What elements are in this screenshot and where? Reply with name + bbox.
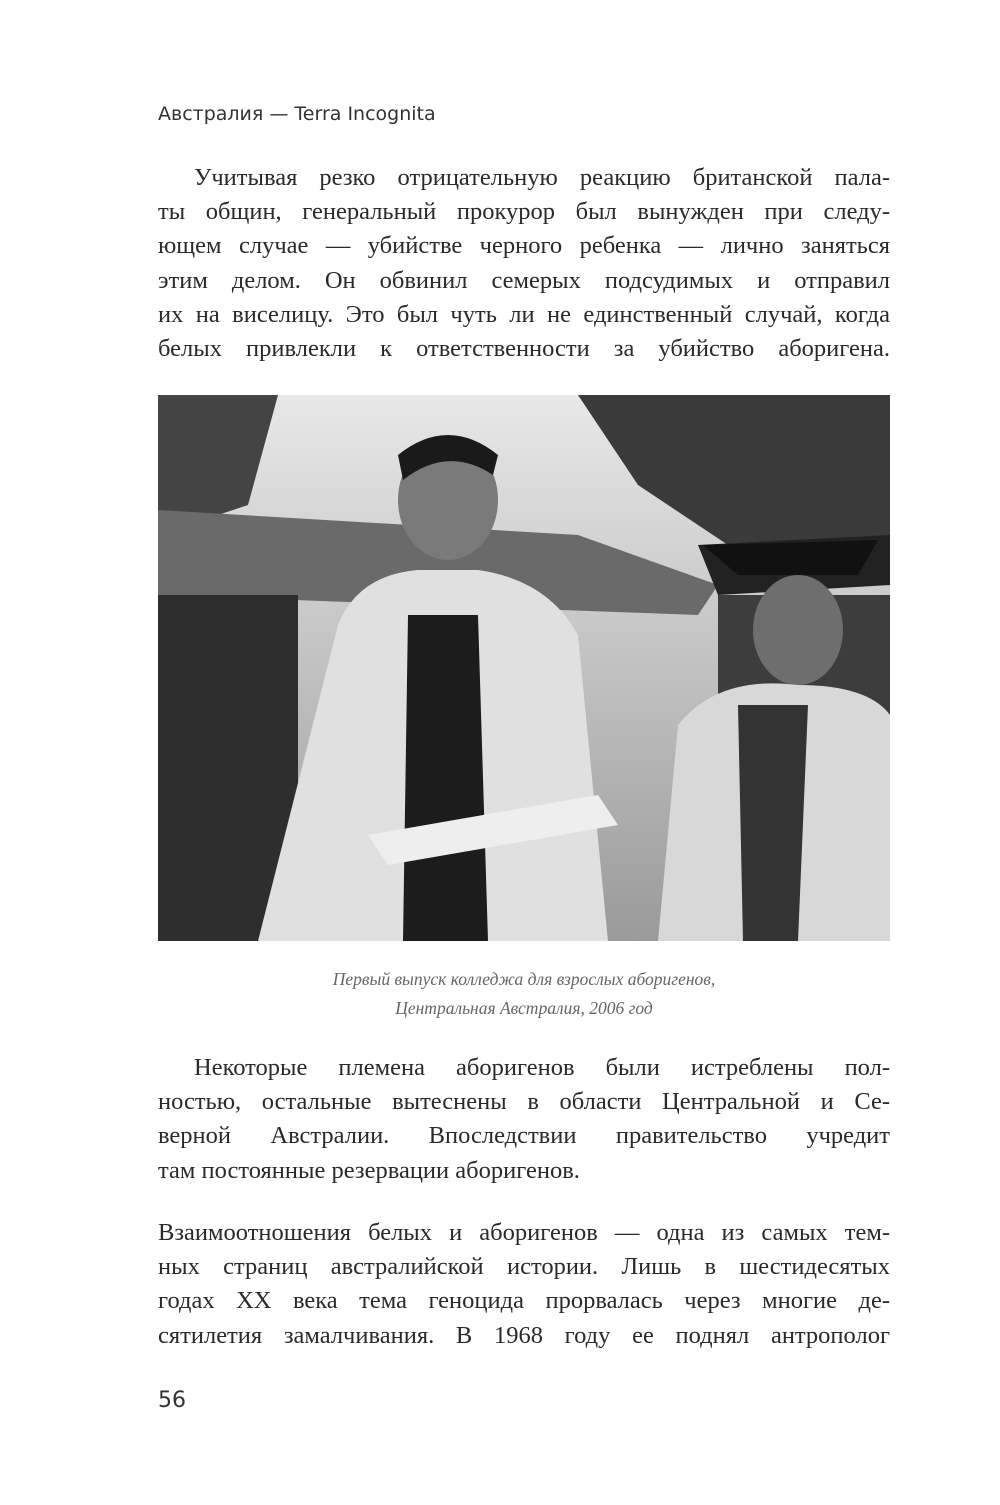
text-line: там постоянные резервации аборигенов. (158, 1156, 580, 1184)
running-header: Австралия — Terra Incognita (158, 103, 436, 125)
text-line: сятилетия замалчивания. В 1968 году ее поднял антрополог (158, 1321, 890, 1349)
paragraph-3 (158, 1216, 890, 1353)
text-line: Взаимоотношения белых и аборигенов — одна из самых тем- (158, 1219, 890, 1246)
caption-line: Центральная Австралия, 2006 год (395, 998, 653, 1018)
page-number: 56 (158, 1388, 186, 1413)
text-line: ты общин, генеральный прокурор был вынужден при следу- (158, 198, 890, 226)
text-line: ющем случае — убийстве черного ребенка — лично заняться (158, 232, 890, 260)
text-line: их на виселицу. Это был чуть ли не единственный случай, когда (158, 300, 890, 328)
text-line: белых привлекли к ответственности за убийство аборигена. (158, 334, 890, 362)
text-line: Учитывая резко отрицательную реакцию британской пала- (194, 164, 890, 191)
text-line: верной Австралии. Впоследствии правительство учредит (158, 1122, 890, 1150)
photo-caption (158, 965, 890, 1023)
text-line: ных страниц австралийской истории. Лишь в шестидесятых (158, 1253, 890, 1281)
text-line: ностью, остальные вытеснены в области Центральной и Се- (158, 1088, 890, 1116)
caption-line: Первый выпуск колледжа для взрослых аборигенов, (332, 969, 716, 989)
graduation-photo (158, 395, 890, 941)
paragraph-1 (158, 161, 890, 366)
paragraph-2 (158, 1051, 890, 1188)
text-line: годах XX века тема геноцида прорвалась через многие де- (158, 1287, 890, 1315)
text-line: Некоторые племена аборигенов были истреблены пол- (194, 1054, 890, 1081)
text-line: этим делом. Он обвинил семерых подсудимых и отправил (158, 266, 890, 294)
